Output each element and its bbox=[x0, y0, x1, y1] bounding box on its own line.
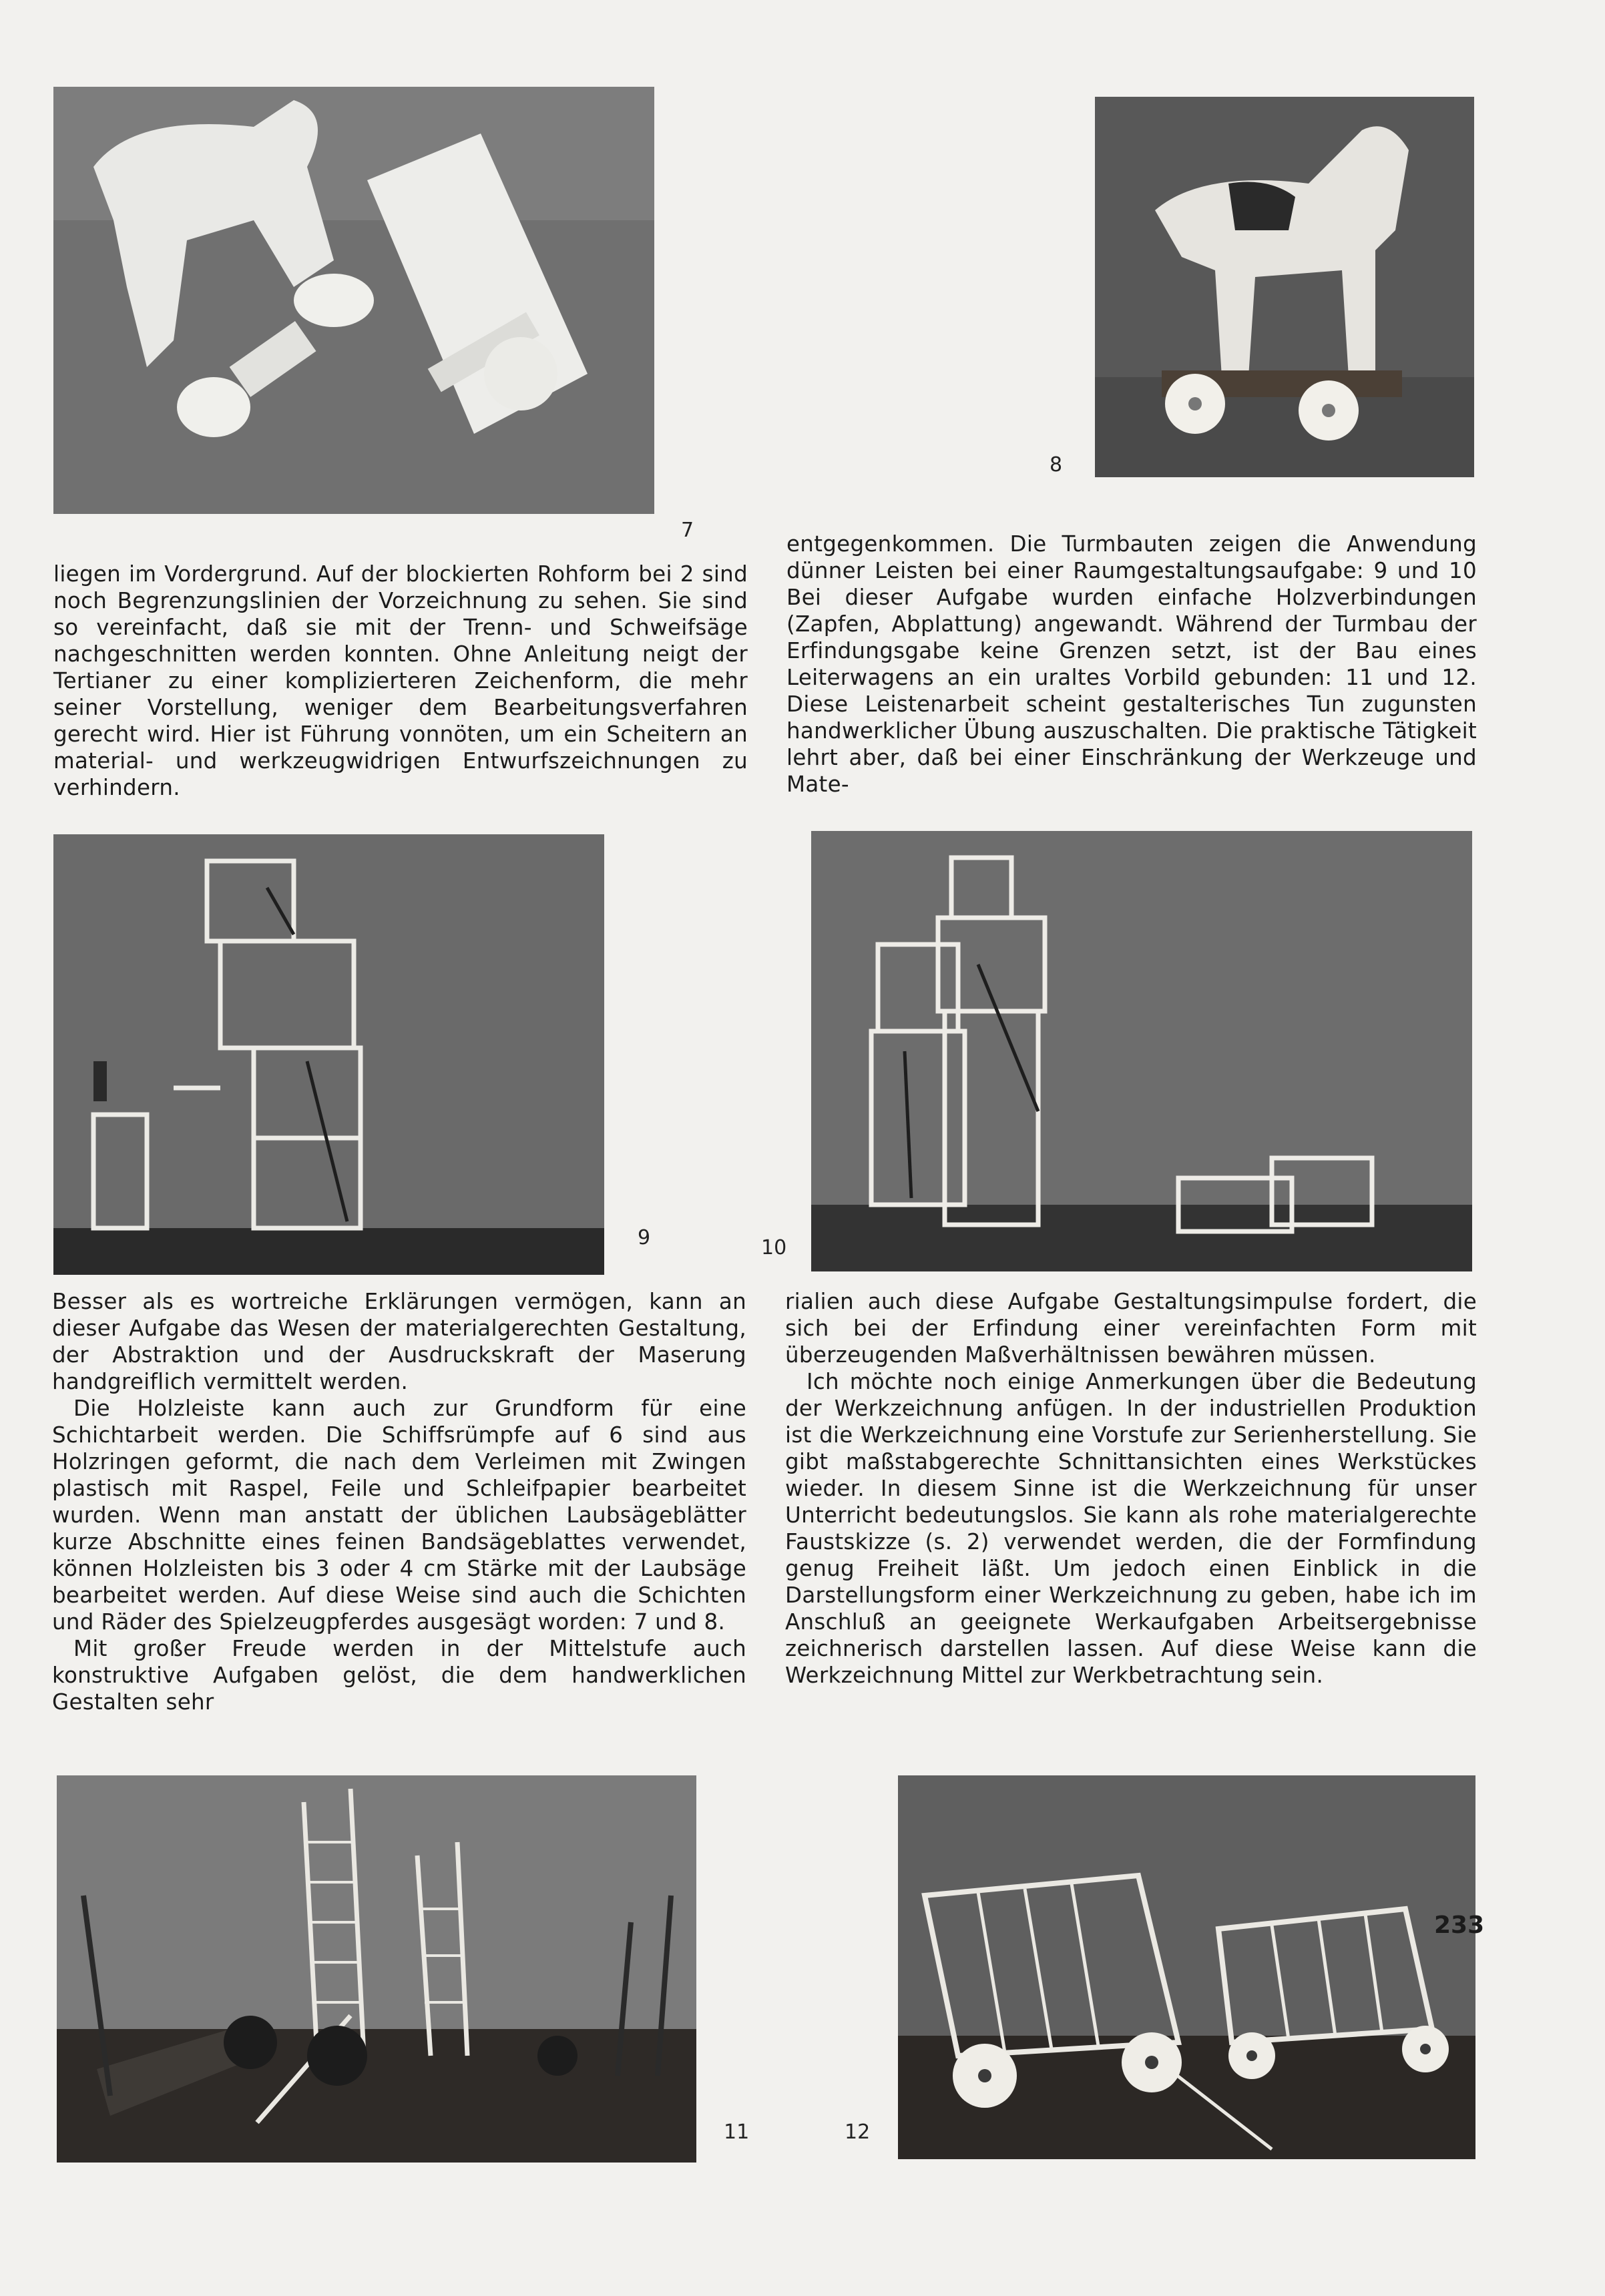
paragraph: entgegenkommen. Die Turmbauten zeigen die Anwendung dünner Leisten bei einer Raumgestaltungsaufgabe: 9 und 10 Bei dieser Aufgabe wurden einfache Holzverbindungen (Zapfen, Abplattung) angewandt. Während der Turmbau der Erfindungsgabe keine Grenzen setzt, ist der Bau eines Leiterwagens an ein uraltes Vorbild gebunden: 11 und 12. Diese Leistenarbeit scheint gestalterisches Tun zugunsten handwerklicher Übung auszuschalten. Die praktische Tätigkeit lehrt aber, daß bei einer Einschränkung der Werkzeuge und Mate- bbox=[786, 531, 1477, 797]
figure-8-photo bbox=[1095, 97, 1474, 477]
figure-10-photo bbox=[811, 831, 1472, 1271]
paragraph: Besser als es wortreiche Erklärungen vermögen, kann an dieser Aufgabe das Wesen der materialgerechten Gestaltung, der Abstraktion und der Ausdruckskraft der Maserung handgreiflich vermittelt werden. bbox=[52, 1289, 746, 1394]
paragraph: rialien auch diese Aufgabe Gestaltungsimpulse fordert, die sich bei der Erfindung einer vereinfachten Form mit überzeugenden Maßverhältnissen bewähren müssen. bbox=[785, 1289, 1477, 1368]
paragraph: Die Holzleiste kann auch zur Grundform für eine Schichtarbeit werden. Die Schiffsrümpfe auf 6 sind aus Holzringen geformt, die nach dem Verleimen mit Zwingen plastisch mit Raspel, Feile und Schleifpapier bearbeitet wurden. Wenn man anstatt der üblichen Laubsägeblätter kurze Abschnitte eines feinen Bandsägeblattes verwendet, können Holzleisten bis 3 oder 4 cm Stärke mit der Laubsäge bearbeitet werden. Auf diese Weise sind auch die Schichten und Räder des Spielzeugpferdes ausgesägt worden: 7 und 8. bbox=[52, 1396, 746, 1635]
paragraph: liegen im Vordergrund. Auf der blockierten Rohform bei 2 sind noch Begrenzungslinien der Vorzeichnung zu sehen. Sie sind so vereinfacht, daß sie mit der Trenn- und Schweifsäge nachgeschnitten werden konnten. Ohne Anleitung neigt der Tertianer zu einer komplizierteren Zeichenform, die mehr seiner Vorstellung, weniger dem Bearbeitungsverfahren gerecht wird. Hier ist Führung vonnöten, um ein Scheitern an material- und werkzeugwidrigen Entwurfszeichnungen zu verhindern. bbox=[53, 561, 748, 800]
paragraph: Ich möchte noch einige Anmerkungen über die Bedeutung der Werkzeichnung anfügen. In der industriellen Produktion ist die Werkzeichnung eine Vorstufe zur Serienherstellung. Sie gibt maßstabgerechte Schnittansichten eines Werkstückes wieder. In diesem Sinne ist die Werkzeichnung für unser Unterricht bedeutungslos. Sie kann als rohe materialgerechte Faustskizze (s. 2) verwendet werden, die der Formfindung genug Freiheit läßt. Um jedoch einen Einblick in die Darstellungsform einer Werkzeichnung zu geben, habe ich im Anschluß an geeignete Werkaufgaben Arbeitsergebnisse zeichnerisch darstellen lassen. Auf diese Weise kann die Werkzeichnung Mittel zur Werkbetrachtung sein. bbox=[785, 1369, 1477, 1688]
figure-9-photo bbox=[53, 834, 604, 1275]
figure-7-photo bbox=[53, 87, 654, 514]
figure-8-label: 8 bbox=[1050, 453, 1063, 477]
page-number: 233 bbox=[1434, 1912, 1485, 1939]
figure-12-photo bbox=[898, 1775, 1475, 2159]
paragraph: Mit großer Freude werden in der Mittelstufe auch konstruktive Aufgaben gelöst, die dem handwerklichen Gestalten sehr bbox=[52, 1636, 746, 1715]
figure-11-label: 11 bbox=[724, 2120, 750, 2144]
text-column-top-right bbox=[786, 531, 1477, 811]
figure-11-photo bbox=[57, 1775, 696, 2163]
text-column-top-left bbox=[53, 561, 748, 814]
figure-12-label: 12 bbox=[845, 2120, 871, 2144]
figure-10-label: 10 bbox=[761, 1236, 787, 1259]
text-column-mid-left bbox=[52, 1288, 746, 1755]
figure-9-label: 9 bbox=[638, 1226, 651, 1249]
text-column-mid-right bbox=[785, 1288, 1477, 1755]
figure-7-label: 7 bbox=[681, 519, 694, 542]
